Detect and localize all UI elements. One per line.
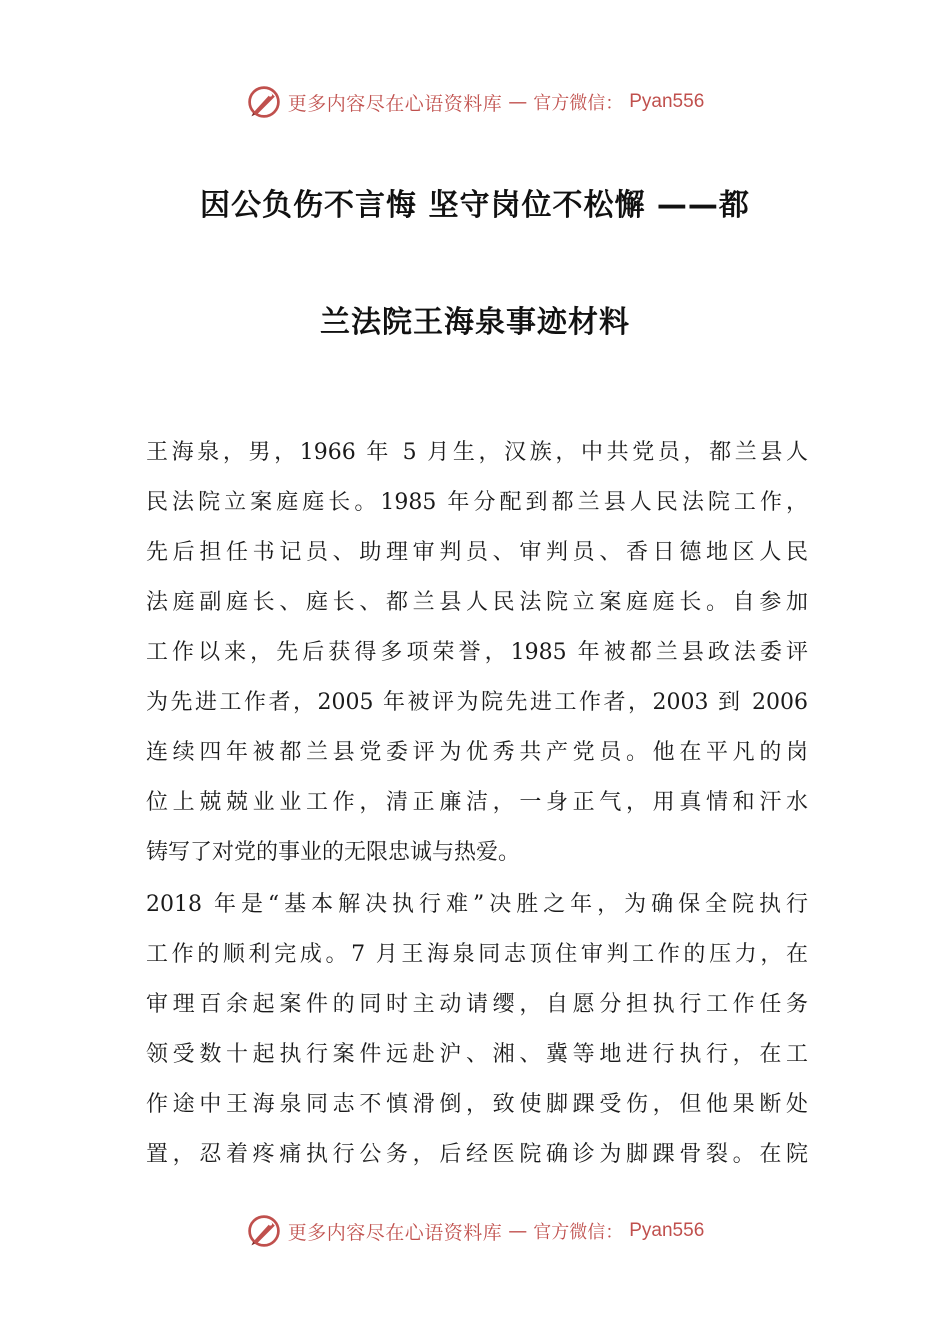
banner-dash: — (508, 1220, 528, 1242)
banner-slogan: 更多内容尽在心语资料库 (287, 1221, 503, 1244)
banner-dash: — (508, 91, 528, 113)
document-body (146, 428, 808, 1180)
pen-circle-logo-icon (246, 84, 282, 120)
paragraph-1-line: 民法院立案庭庭长。1985 年分配到都兰县人民法院工作， (146, 490, 808, 515)
paragraph-1-line: 为先进工作者，2005 年被评为院先进工作者，2003 到 2006 (146, 690, 808, 715)
paragraph-1-line: 连续四年被都兰县党委评为优秀共产党员。他在平凡的岗 (146, 740, 808, 765)
pen-circle-logo-icon (246, 1213, 282, 1249)
banner-official-label: 官方微信： (533, 1222, 624, 1243)
banner-official-label: 官方微信： (533, 93, 624, 114)
document-title-line-1: 因公负伤不言悔 坚守岗位不松懈 ——都 (200, 188, 750, 223)
banner-slogan: 更多内容尽在心语资料库 (287, 92, 503, 115)
paragraph-1-line: 先后担任书记员、助理审判员、审判员、香日德地区人民 (146, 540, 808, 565)
paragraph-2-line: 领受数十起执行案件远赴沪、湘、冀等地进行执行，在工 (146, 1042, 808, 1067)
banner-wechat-id: Pyan556 (629, 1220, 705, 1241)
paragraph-1-line: 法庭副庭长、庭长、都兰县人民法院立案庭庭长。自参加 (146, 590, 808, 615)
header-banner (0, 82, 950, 122)
banner-wechat-id: Pyan556 (629, 91, 705, 112)
paragraph-1-line: 王海泉，男，1966 年 5 月生，汉族，中共党员，都兰县人 (146, 440, 808, 465)
paragraph-1-line: 工作以来，先后获得多项荣誉，1985 年被都兰县政法委评 (146, 640, 808, 665)
paragraph-2-line: 工作的顺利完成。7 月王海泉同志顶住审判工作的压力，在 (146, 942, 808, 967)
paragraph-1-line: 位上兢兢业业工作，清正廉洁，一身正气，用真情和汗水 (146, 790, 808, 815)
paragraph-2-line: 审理百余起案件的同时主动请缨，自愿分担执行工作任务 (146, 992, 808, 1017)
paragraph-2-line: 作途中王海泉同志不慎滑倒，致使脚踝受伤，但他果断处 (146, 1092, 808, 1117)
document-title-line-2: 兰法院王海泉事迹材料 (320, 305, 630, 340)
footer-banner (0, 1211, 950, 1251)
paragraph-2-line: 置，忍着疼痛执行公务，后经医院确诊为脚踝骨裂。在院 (146, 1142, 808, 1167)
paragraph-1-line: 铸写了对党的事业的无限忠诚与热爱。 (146, 840, 521, 865)
paragraph-2-line: 2018 年是“基本解决执行难”决胜之年，为确保全院执行 (146, 892, 808, 917)
